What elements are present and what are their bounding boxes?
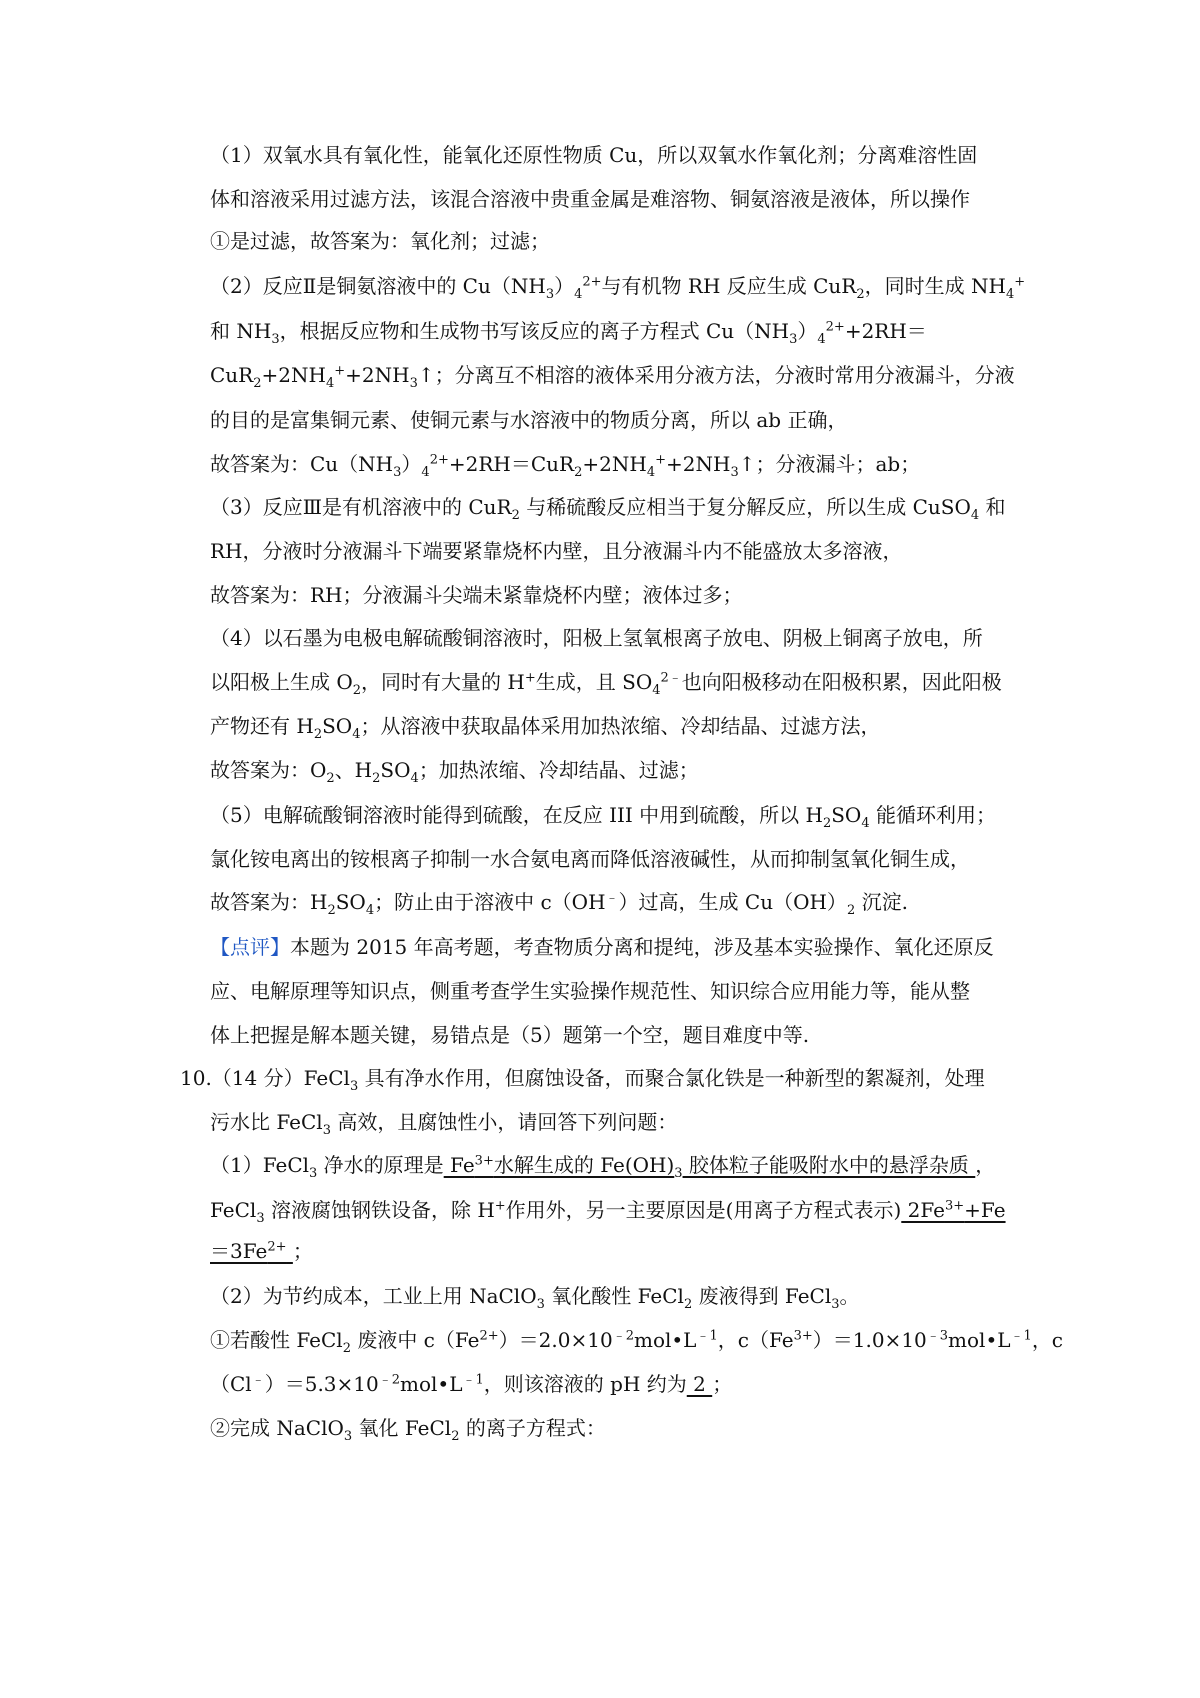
text-run: +2NH (345, 363, 410, 387)
text-run: ↑；分离互不相溶的液体采用分液方法，分液时常用分液漏斗，分液 (417, 363, 1015, 387)
text-run: ①若酸性 FeCl (210, 1328, 343, 1352)
text-run: ，则该溶液的 pH 约为 (483, 1372, 687, 1396)
subscript: 2 (313, 727, 323, 742)
text-line (210, 800, 1030, 830)
superscript: 2+ (582, 274, 602, 290)
subscript: 3 (309, 1166, 318, 1181)
superscript: ﹣2 (612, 1328, 634, 1344)
subscript: 3 (393, 465, 402, 480)
subscript: 2 (451, 1429, 460, 1444)
subscript: 4 (365, 903, 375, 918)
text-run: 的目的是富集铜元素、使铜元素与水溶液中的物质分离，所以 ab 正确， (210, 408, 848, 432)
text-line (210, 226, 1030, 256)
text-run: ②完成 NaClO (210, 1416, 344, 1440)
text-run: 氧化酸性 FeCl (544, 1284, 684, 1308)
text-run: mol•L (948, 1328, 1011, 1352)
text-run: +2RH＝ (844, 319, 927, 343)
subscript: 4 (421, 465, 430, 480)
text-run: 故答案为：H (210, 890, 328, 914)
subscript: 2 (352, 683, 362, 698)
text-run: （1）双氧水具有氧化性，能氧化还原性物质 Cu，所以双氧水作氧化剂；分离难溶性固 (210, 143, 978, 167)
text-line (210, 667, 1030, 697)
text-run: Fe (443, 1153, 475, 1177)
text-line (210, 492, 1030, 522)
text-run: 故答案为：O (210, 758, 327, 782)
superscript: + (524, 670, 536, 686)
text-run: 10.（14 分）FeCl (180, 1066, 350, 1090)
text-run: 生成，且 SO (535, 670, 653, 694)
superscript: 2+ (429, 452, 449, 468)
subscript: 3 (831, 1297, 840, 1312)
review-line (210, 932, 1030, 962)
text-line (210, 1195, 1030, 1225)
subscript: 4 (574, 287, 583, 302)
text-run: 水解生成的 Fe(OH) (493, 1153, 675, 1177)
answer-blank: 2 (686, 1372, 713, 1396)
text-run: 故答案为：Cu（NH (210, 452, 394, 476)
text-line (210, 1107, 1030, 1137)
subscript: 4 (352, 727, 361, 742)
text-line (210, 140, 1030, 170)
superscript: 2+ (267, 1239, 287, 1255)
superscript: 2+ (825, 319, 845, 335)
text-run: 与有机物 RH 反应生成 CuR (601, 274, 857, 298)
text-run: 故答案为：RH；分液漏斗尖端未紧靠烧杯内壁；液体过多； (210, 583, 743, 607)
text-run: ，根据反应物和生成物书写该反应的离子方程式 Cu（NH (279, 319, 790, 343)
superscript: ﹣3 (926, 1328, 949, 1344)
text-run: +2NH (261, 363, 326, 387)
answer-blank (443, 1153, 976, 1181)
text-run: mol•L (633, 1328, 697, 1352)
subscript: 3 (322, 1123, 331, 1138)
text-run: FeCl (210, 1198, 257, 1222)
text-run: 溶液腐蚀钢铁设备，除 H (264, 1198, 495, 1222)
text-run: 氧化 FeCl (352, 1416, 452, 1440)
subscript: 4 (410, 771, 419, 786)
superscript: ﹣ (605, 890, 619, 906)
text-run: 具有净水作用，但腐蚀设备，而聚合氯化铁是一种新型的絮凝剂，处理 (358, 1066, 985, 1090)
subscript: 2 (327, 903, 336, 918)
text-run: +Fe (964, 1198, 1006, 1222)
text-run: +2NH (582, 452, 647, 476)
text-run: ； (292, 1239, 313, 1263)
subscript: 3 (256, 1211, 265, 1226)
text-run: ；从溶液中获取晶体采用加热浓缩、冷却结晶、过滤方法， (360, 714, 881, 738)
text-line (210, 976, 1030, 1006)
text-line (210, 844, 1030, 874)
text-run: 和 NH (210, 319, 272, 343)
text-run: 沉淀. (855, 890, 908, 914)
text-run: CuR (210, 363, 254, 387)
superscript: + (334, 363, 346, 379)
subscript: 4 (861, 816, 870, 831)
text-run: （3）反应Ⅲ是有机溶液中的 CuR (210, 495, 512, 519)
text-run: ↑；分液漏斗；ab； (738, 452, 921, 476)
text-run: ，c (1031, 1328, 1064, 1352)
subscript: 2 (326, 771, 335, 786)
superscript: 3+ (944, 1198, 965, 1214)
superscript: 3+ (793, 1328, 813, 1344)
text-run: 2Fe (901, 1198, 945, 1222)
superscript: ﹣1 (462, 1372, 484, 1388)
subscript: 2 (511, 508, 520, 523)
subscript: 3 (271, 332, 280, 347)
text-run: ， (975, 1153, 996, 1177)
text-run: 。 (839, 1284, 860, 1308)
superscript: + (494, 1198, 506, 1214)
text-run: ）＝5.3×10 (264, 1372, 379, 1396)
subscript: 3 (789, 332, 798, 347)
text-line (210, 360, 1030, 390)
text-line (210, 1281, 1030, 1311)
subscript: 4 (652, 683, 661, 698)
text-run: ，c（Fe (717, 1328, 794, 1352)
text-run: 也向阳极移动在阳极积累，因此阳极 (681, 670, 1002, 694)
text-run: 和 (979, 495, 1006, 519)
subscript: 2 (253, 376, 262, 391)
superscript: ﹣ (251, 1372, 265, 1388)
text-run: 应、电解原理等知识点，侧重考查学生实验操作规范性、知识综合应用能力等，能从整 (210, 979, 970, 1003)
text-run: SO (831, 803, 862, 827)
text-run: 作用外，另一主要原因是(用离子方程式表示) (505, 1198, 902, 1222)
text-line (210, 1020, 1030, 1050)
text-run: +2NH (666, 452, 731, 476)
subscript: 2 (342, 1341, 351, 1356)
text-line (210, 623, 1030, 653)
text-run: （1）FeCl (210, 1153, 310, 1177)
text-run: ，同时有大量的 H (361, 670, 525, 694)
subscript: 2 (574, 465, 583, 480)
subscript: 4 (646, 465, 656, 480)
text-run: ）过高，生成 Cu（OH） (618, 890, 847, 914)
subscript: 3 (349, 1079, 359, 1094)
text-run: （2）为节约成本，工业上用 NaClO (210, 1284, 537, 1308)
superscript: + (655, 452, 666, 468)
text-run: （Cl (210, 1372, 252, 1396)
text-run: SO (335, 890, 366, 914)
text-run: ）＝1.0×10 (812, 1328, 927, 1352)
text-run: 能循环利用； (869, 803, 996, 827)
subscript: 4 (1005, 287, 1015, 302)
text-run: ；加热浓缩、冷却结晶、过滤； (418, 758, 699, 782)
subscript: 2 (846, 903, 856, 918)
text-run: ；防止由于溶液中 c（OH (374, 890, 606, 914)
text-run: ，同时生成 NH (864, 274, 1006, 298)
text-run: mol•L (400, 1372, 463, 1396)
subscript: 3 (545, 287, 555, 302)
question-title (180, 1063, 1000, 1093)
superscript: 2+ (479, 1328, 499, 1344)
text-run: 与稀硫酸反应相当于复分解反应，所以生成 CuSO (519, 495, 971, 519)
subscript: 3 (674, 1166, 683, 1181)
text-run: ＝3Fe (210, 1239, 268, 1263)
superscript: ﹣2 (378, 1372, 401, 1388)
text-run: ）＝2.0×10 (498, 1328, 613, 1352)
text-line: （2）反应Ⅱ是铜氨溶液中的 $Cu(NH_3)_4^{2+}$与有机物 RH 反应生成 CuR$_2$，同时生成 $NH_4^+$ (210, 274, 1026, 302)
text-line (210, 1325, 1064, 1356)
text-run: 胶体粒子能吸附水中的悬浮杂质 (682, 1153, 976, 1177)
text-run: （2）反应Ⅱ是铜氨溶液中的 Cu（NH (210, 274, 546, 298)
text-line (210, 1369, 1030, 1399)
answer-blank (210, 1239, 293, 1263)
subscript: 3 (343, 1429, 353, 1444)
subscript: 4 (325, 376, 335, 391)
text-line (210, 755, 1030, 785)
text-run: 净水的原理是 (317, 1153, 444, 1177)
text-run: （4）以石墨为电极电解硫酸铜溶液时，阳极上氢氧根离子放电、阴极上铜离子放电，所 (210, 626, 983, 650)
text-run: SO (380, 758, 411, 782)
review-tag: 【点评】 (210, 935, 290, 959)
text-run: RH，分液时分液漏斗下端要紧靠烧杯内壁，且分液漏斗内不能盛放太多溶液， (210, 539, 903, 563)
text-run: ； (712, 1372, 733, 1396)
text-run: 的离子方程式： (459, 1416, 606, 1440)
text-line (210, 1150, 1030, 1180)
subscript: 4 (817, 332, 826, 347)
text-run: +2RH＝CuR (448, 452, 575, 476)
text-line (210, 316, 1030, 346)
answer-blank (901, 1198, 1005, 1222)
text-line (210, 1413, 1030, 1443)
text-run: 废液中 c（Fe (350, 1328, 480, 1352)
text-run: 、H (334, 758, 373, 782)
text-run: 以阳极上生成 O (210, 670, 353, 694)
text-line (210, 536, 1030, 566)
text-line (210, 711, 1030, 741)
superscript: + (1014, 274, 1026, 290)
text-run: 产物还有 H (210, 714, 314, 738)
superscript: 3+ (474, 1153, 494, 1169)
subscript: 3 (730, 465, 739, 480)
text-run: SO (322, 714, 353, 738)
text-run: ①是过滤，故答案为：氧化剂；过滤； (210, 229, 550, 253)
text-run: 体上把握是解本题关键，易错点是（5）题第一个空，题目难度中等. (210, 1023, 810, 1047)
text-run: 污水比 FeCl (210, 1110, 323, 1134)
subscript: 4 (970, 508, 980, 523)
superscript: ﹣1 (696, 1328, 718, 1344)
subscript: 2 (822, 816, 832, 831)
text-line (210, 449, 1030, 479)
text-run: 氯化铵电离出的铵根离子抑制一水合氨电离而降低溶液碱性，从而抑制氢氧化铜生成， (210, 847, 970, 871)
subscript: 2 (683, 1297, 693, 1312)
text-run: ） (401, 452, 422, 476)
text-line (210, 184, 1030, 214)
text-line (210, 887, 1030, 917)
superscript: ﹣1 (1010, 1328, 1032, 1344)
text-run: 废液得到 FeCl (692, 1284, 832, 1308)
subscript: 3 (409, 376, 418, 391)
text-line (210, 405, 1030, 435)
text-line (210, 580, 1030, 610)
text-run: （5）电解硫酸铜溶液时能得到硫酸，在反应 III 中用到硫酸，所以 H (210, 803, 823, 827)
text-run: ） (797, 319, 818, 343)
superscript: 2﹣ (660, 670, 682, 686)
text-run: 本题为 2015 年高考题，考查物质分离和提纯，涉及基本实验操作、氧化还原反 (290, 935, 994, 959)
text-run: 高效，且腐蚀性小，请回答下列问题： (330, 1110, 678, 1134)
text-run: 体和溶液采用过滤方法，该混合溶液中贵重金属是难溶物、铜氨溶液是液体，所以操作 (210, 187, 970, 211)
text-line (210, 1236, 1030, 1266)
subscript: 2 (372, 771, 381, 786)
subscript: 3 (536, 1297, 545, 1312)
subscript: 2 (856, 287, 865, 302)
